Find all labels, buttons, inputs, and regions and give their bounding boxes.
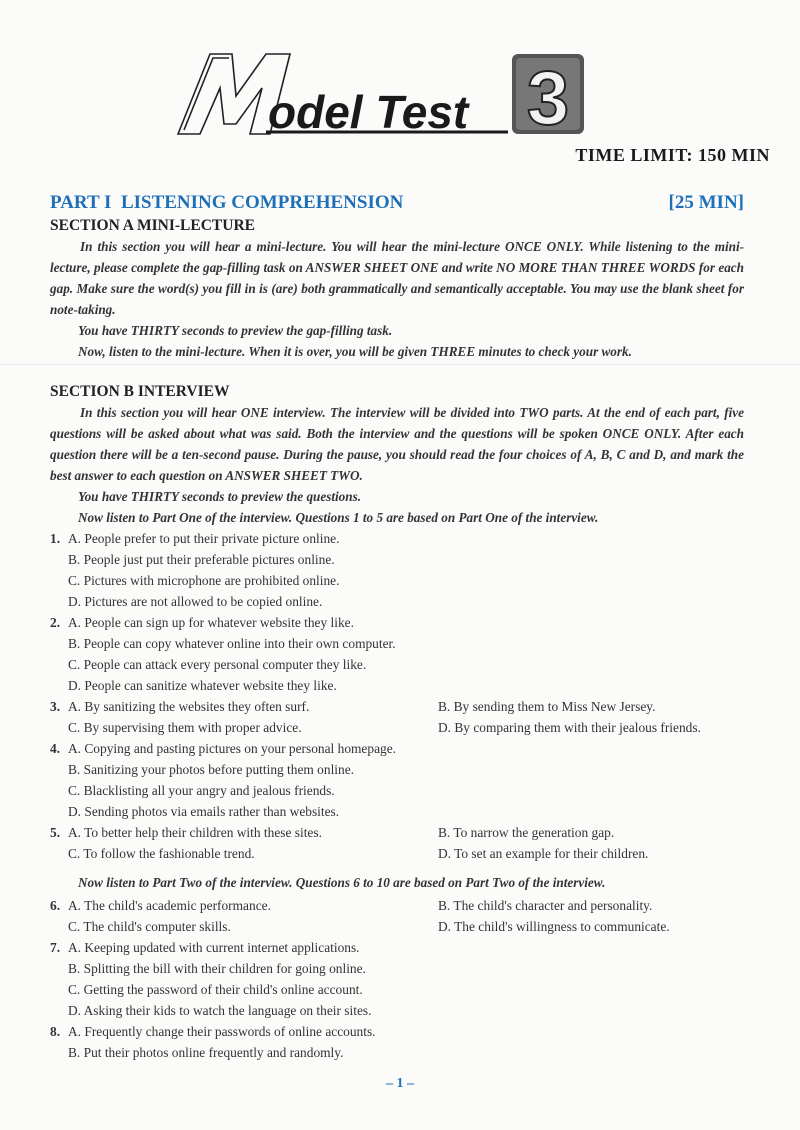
option-b: B. People can copy whatever online into their own computer.	[68, 636, 396, 651]
option-c: C. Pictures with microphone are prohibited online.	[68, 573, 340, 588]
question-1: 1. A. People prefer to put their private picture online.	[50, 528, 760, 549]
question-3: 3. A. By sanitizing the websites they often surf. B. By sending them to Miss New Jersey.	[50, 696, 760, 717]
option-b: B. The child's character and personality.	[438, 898, 653, 913]
option-a: A. People can sign up for whatever website they like.	[68, 615, 354, 630]
option-b: B. Put their photos online frequently and randomly.	[68, 1045, 344, 1060]
question-6: 6. A. The child's academic performance. B. The child's character and personality.	[50, 895, 760, 916]
option-b: B. To narrow the generation gap.	[438, 825, 615, 840]
part-title: PART I LISTENING COMPREHENSION	[50, 192, 404, 213]
option-a: A. By sanitizing the websites they often surf.	[68, 699, 310, 714]
option-d: D. People can sanitize whatever website they like.	[68, 678, 337, 693]
option-a: A. The child's academic performance.	[68, 898, 271, 913]
option-d: D. Sending photos via emails rather than websites.	[68, 804, 340, 819]
option-c: C. People can attack every personal computer they like.	[68, 657, 367, 672]
divider	[0, 364, 800, 365]
option-b: B. Splitting the bill with their children for going online.	[68, 961, 366, 976]
time-limit: TIME LIMIT: 150 MIN	[575, 145, 770, 165]
option-d: D. By comparing them with their jealous friends.	[438, 720, 701, 735]
section-a-heading: SECTION A MINI-LECTURE	[50, 217, 255, 234]
logo-text: odel Test	[268, 86, 469, 138]
section-a-preview: You have THIRTY seconds to preview the gap-filling task.	[78, 323, 393, 338]
option-d: D. Pictures are not allowed to be copied online.	[68, 594, 323, 609]
option-c: C. The child's computer skills.	[68, 919, 231, 934]
part-heading	[50, 192, 744, 214]
question-2: 2. A. People can sign up for whatever website they like.	[50, 612, 760, 633]
section-b-instructions: In this section you will hear ONE interview. The interview will be divided into TWO parts. At the end of each part, five questions will be asked about what was said. Both the interview and the questions will be spoken ONCE ONLY. After each question there will be a ten-second pause. During the pause, you should read the four choices of A, B, C and D, and mark the best answer to each question on ANSWER SHEET TWO.	[50, 405, 744, 483]
page-number: – 1 –	[386, 1076, 414, 1091]
option-a: A. To better help their children with these sites.	[68, 825, 322, 840]
option-a: A. Copying and pasting pictures on your personal homepage.	[68, 741, 397, 756]
section-a-instructions: In this section you will hear a mini-lecture. You will hear the mini-lecture ONCE ONLY. While listening to the mini-lecture, please complete the gap-filling task on ANSWER SHEET ONE and write NO MORE THAN THREE WORDS for each gap. Make sure the word(s) you fill in is (are) both grammatically and semantically acceptable. You may use the blank sheet for note-taking.	[50, 239, 744, 317]
question-4: 4. A. Copying and pasting pictures on your personal homepage.	[50, 738, 760, 759]
part-two-intro: Now listen to Part Two of the interview. Questions 6 to 10 are based on Part Two of the interview.	[78, 875, 606, 890]
model-test-logo	[170, 48, 590, 140]
section-b-preview: You have THIRTY seconds to preview the questions.	[78, 489, 362, 504]
question-5: 5. A. To better help their children with these sites. B. To narrow the generation gap.	[50, 822, 760, 843]
option-a: A. People prefer to put their private picture online.	[68, 531, 340, 546]
option-a: A. Keeping updated with current internet applications.	[68, 940, 360, 955]
option-b: B. Sanitizing your photos before putting them online.	[68, 762, 355, 777]
option-d: D. To set an example for their children.	[438, 846, 649, 861]
question-list-part-two	[50, 895, 760, 1063]
option-c: C. To follow the fashionable trend.	[68, 846, 255, 861]
section-a-listen: Now, listen to the mini-lecture. When it is over, you will be given THREE minutes to check your work.	[78, 344, 632, 359]
option-d: D. Asking their kids to watch the language on their sites.	[68, 1003, 372, 1018]
option-c: C. By supervising them with proper advice.	[68, 720, 302, 735]
logo-number-block	[512, 54, 584, 140]
section-b-heading: SECTION B INTERVIEW	[50, 383, 230, 400]
question-list-part-one	[50, 528, 760, 864]
option-b: B. People just put their preferable pictures online.	[68, 552, 335, 567]
part-one-intro: Now listen to Part One of the interview. Questions 1 to 5 are based on Part One of the interview.	[78, 510, 599, 525]
question-8: 8. A. Frequently change their passwords of online accounts.	[50, 1021, 760, 1042]
option-c: C. Blacklisting all your angry and jealous friends.	[68, 783, 335, 798]
svg-text:3: 3	[526, 56, 570, 140]
question-7: 7. A. Keeping updated with current internet applications.	[50, 937, 760, 958]
option-c: C. Getting the password of their child's online account.	[68, 982, 363, 997]
option-b: B. By sending them to Miss New Jersey.	[438, 699, 656, 714]
option-a: A. Frequently change their passwords of online accounts.	[68, 1024, 376, 1039]
part-duration: [25 MIN]	[668, 192, 744, 213]
option-d: D. The child's willingness to communicate.	[438, 919, 670, 934]
